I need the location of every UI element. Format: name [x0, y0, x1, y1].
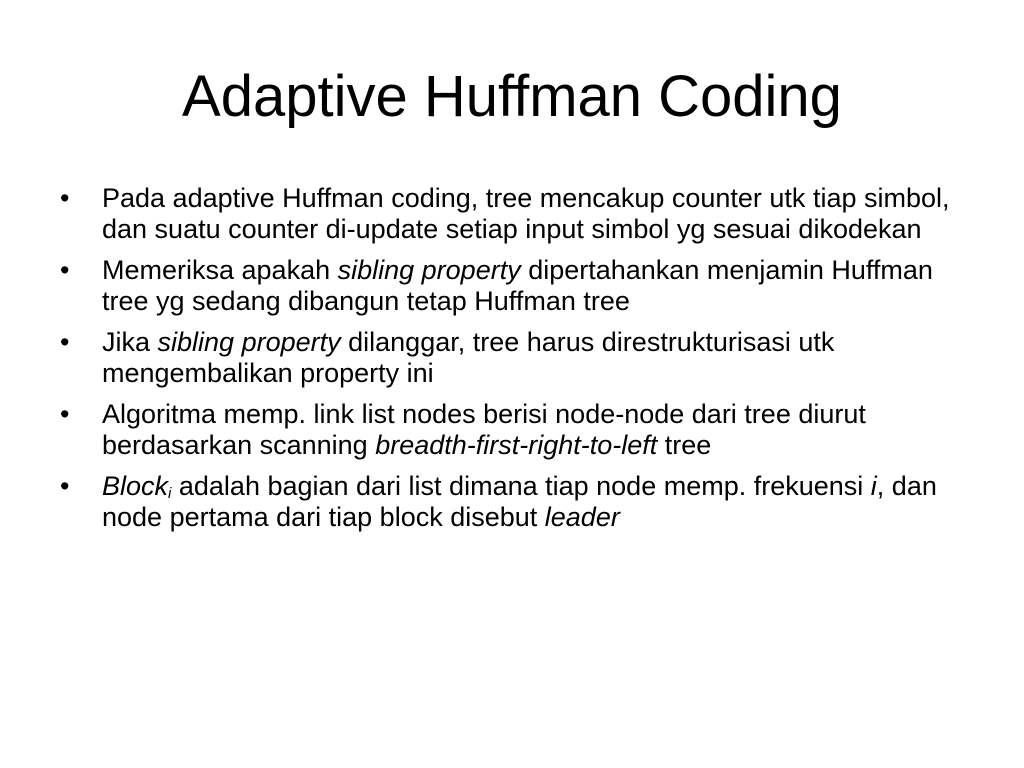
bullet-text-emphasis: Block [102, 471, 169, 501]
bullet-text-emphasis: sibling property [157, 327, 341, 357]
bullet-marker: • [60, 399, 70, 429]
bullet-text-emphasis: sibling property [337, 255, 521, 285]
bullet-text-emphasis: breadth-first-right-to-left [375, 430, 658, 460]
bullet-text-emphasis: i [870, 471, 877, 501]
bullet-text-segment: adalah bagian dari list dimana tiap node memp. frekuensi [171, 471, 871, 501]
bullet-marker: • [60, 183, 70, 213]
bullet-marker: • [60, 327, 70, 357]
bullet-item-adaptive-coding [58, 183, 958, 245]
bullet-text-segment: Algoritma memp. link list nodes berisi node-node dari tree diurut berdasarkan scanning [102, 399, 866, 460]
bullet-text-emphasis: leader [544, 502, 620, 532]
bullet-text-segment: tree [657, 430, 712, 460]
bullet-text-segment: dilanggar, tree harus direstrukturisasi utk mengembalikan property ini [102, 327, 835, 388]
bullet-text [102, 255, 933, 316]
bullet-item-sibling-property-violation [58, 327, 958, 389]
bullet-text [102, 327, 834, 388]
bullet-marker: • [60, 255, 70, 285]
bullet-text-segment: , dan node pertama dari tiap block disebut [102, 471, 937, 532]
bullet-text [102, 399, 866, 460]
bullet-list [58, 183, 958, 543]
bullet-text-segment: Memeriksa apakah [102, 255, 338, 285]
bullet-item-sibling-property-check [58, 255, 958, 317]
bullet-marker: • [60, 471, 70, 501]
bullet-text [102, 471, 937, 532]
bullet-text-segment: dipertahankan menjamin Huffman tree yg sedang dibangun tetap Huffman tree [102, 255, 933, 316]
slide-title: Adaptive Huffman Coding [182, 64, 842, 129]
bullet-item-block-definition [58, 471, 958, 533]
bullet-item-algorithm-link-list [58, 399, 958, 461]
bullet-text [102, 183, 950, 244]
bullet-text-segment: Jika [102, 327, 158, 357]
bullet-text-emphasis: i [168, 485, 172, 502]
bullet-text-segment: Pada adaptive Huffman coding, tree mencakup counter utk tiap simbol, dan suatu counter di-update setiap input simbol yg sesuai dikodekan [102, 183, 950, 244]
